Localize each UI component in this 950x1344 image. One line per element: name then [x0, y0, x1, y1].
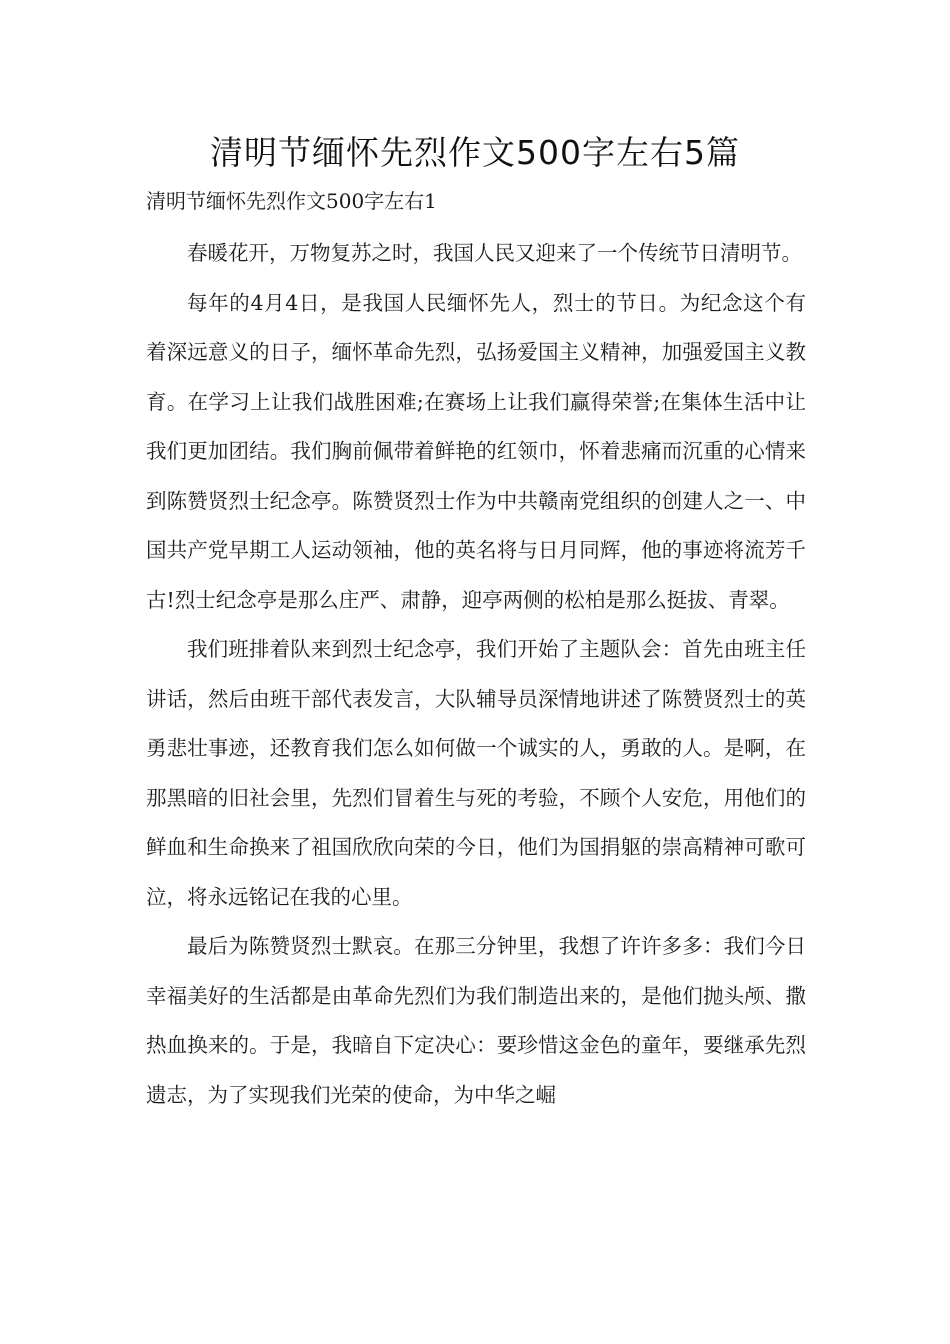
paragraph: 每年的4月4日，是我国人民缅怀先人，烈士的节日。为纪念这个有着深远意义的日子，缅怀革命先烈，弘扬爱国主义精神，加强爱国主义教育。在学习上让我们战胜困难;在赛场上让我们赢得荣誉;在集体生活中让我们更加团结。我们胸前佩带着鲜艳的红领巾，怀着悲痛而沉重的心情来到陈赞贤烈士纪念亭。陈赞贤烈士作为中共赣南党组织的创建人之一、中国共产党早期工人运动领袖，他的英名将与日月同辉，他的事迹将流芳千古!烈士纪念亭是那么庄严、肃静，迎亭两侧的松柏是那么挺拔、青翠。 — [146, 290, 806, 612]
document-body — [146, 229, 806, 1120]
paragraph: 最后为陈赞贤烈士默哀。在那三分钟里，我想了许许多多：我们今日幸福美好的生活都是由革命先烈们为我们制造出来的，是他们抛头颅、撒热血换来的。于是，我暗自下定决心：要珍惜这金色的童年，要继承先烈遗志，为了实现我们光荣的使命，为中华之崛 — [146, 934, 806, 1107]
paragraph: 春暖花开，万物复苏之时，我国人民又迎来了一个传统节日清明节。 — [187, 241, 802, 265]
section-heading: 清明节缅怀先烈作文500字左右1 — [146, 189, 437, 213]
paragraph: 我们班排着队来到烈士纪念亭，我们开始了主题队会：首先由班主任讲话，然后由班干部代表发言，大队辅导员深情地讲述了陈赞贤烈士的英勇悲壮事迹，还教育我们怎么如何做一个诚实的人，勇敢的人。是啊，在那黑暗的旧社会里，先烈们冒着生与死的考验，不顾个人安危，用他们的鲜血和生命换来了祖国欣欣向荣的今日，他们为国捐躯的崇高精神可歌可泣，将永远铭记在我的心里。 — [146, 637, 806, 909]
document-title: 清明节缅怀先烈作文500字左右5篇 — [210, 133, 740, 172]
